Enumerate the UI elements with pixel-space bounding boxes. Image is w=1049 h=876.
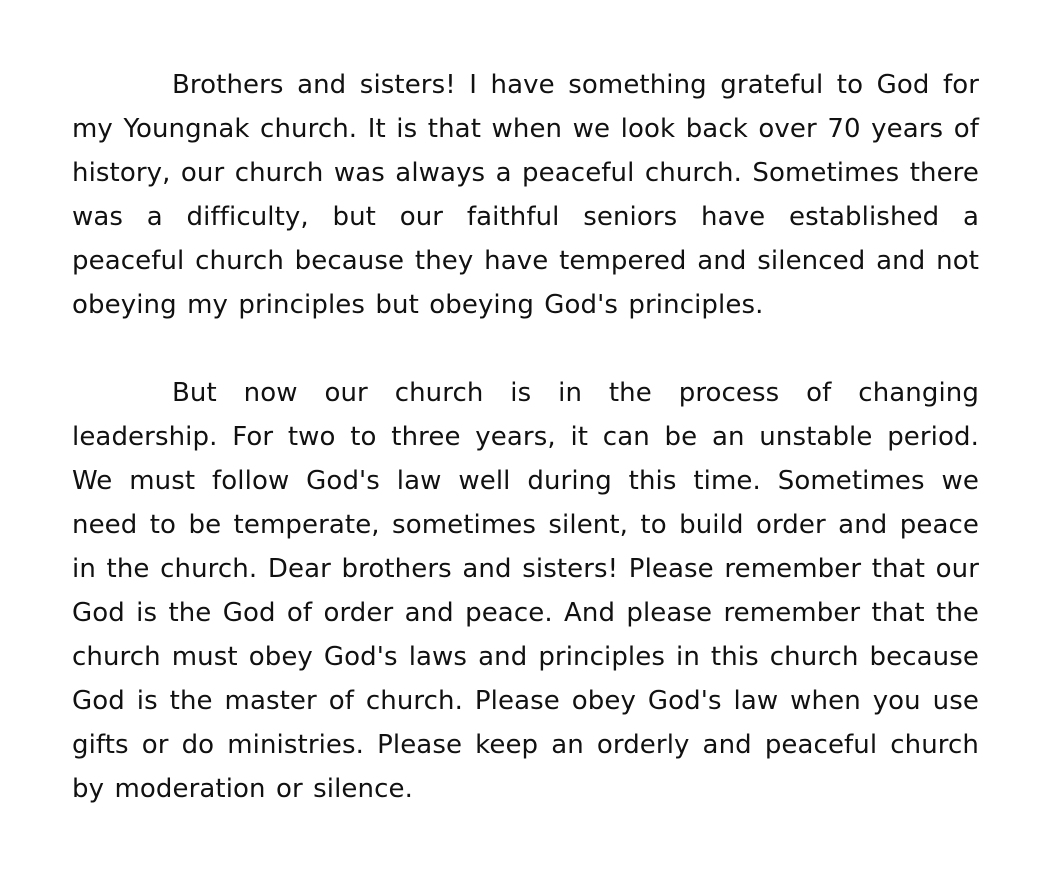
paragraph-1: Brothers and sisters! I have something grateful to God for my Youngnak church. It is that when we look back over 70 years of history, our church was always a peaceful church. Sometimes there was a difficulty, but our faithful seniors have established a peaceful church because they have tempered and silenced and not obeying my principles but obeying God's principles. [72,70,979,320]
document-body [72,63,979,811]
paragraph-2: But now our church is in the process of changing leadership. For two to three years, it can be an unstable period. We must follow God's law well during this time. Sometimes we need to be temperate, sometimes silent, to build order and peace in the church. Dear brothers and sisters! Please remember that our God is the God of order and peace. And please remember that the church must obey God's laws and principles in this church because God is the master of church. Please obey God's law when you use gifts or do ministries. Please keep an orderly and peaceful church by moderation or silence. [72,378,979,804]
